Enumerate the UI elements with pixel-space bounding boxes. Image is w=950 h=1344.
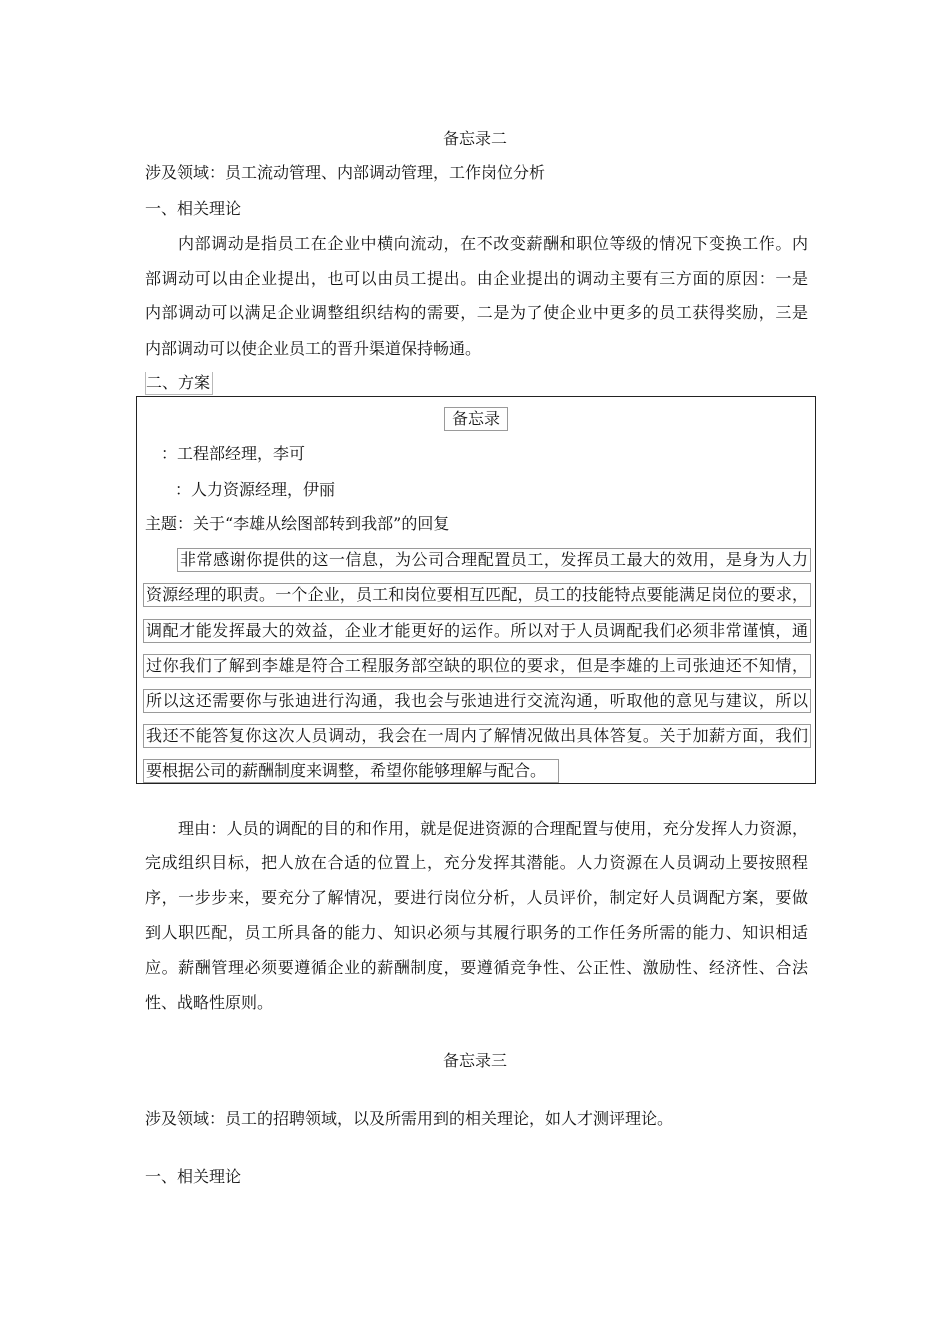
memo-body-line: 非常感谢你提供的这一信息，为公司合理配置员工，发挥员工最大的效用，是身为人力 xyxy=(177,548,811,572)
reason-line: 性、战略性原则。 xyxy=(145,993,274,1012)
memo-body-line: 所以这还需要你与张迪进行沟通，我也会与张迪进行交流沟通，听取他的意见与建议，所以 xyxy=(143,689,811,713)
memo-to-line: ：工程部经理，李可 xyxy=(161,444,306,463)
memo2-title: 备忘录二 xyxy=(442,129,507,148)
memo-body-line: 调配才能发挥最大的效益，企业才能更好的运作。所以对于人员调配我们必须非常谨慎，通 xyxy=(143,619,811,643)
reason-line: 应。薪酬管理必须要遵循企业的薪酬制度，要遵循竞争性、公正性、激励性、经济性、合法 xyxy=(145,958,808,977)
memo-box-title: 备忘录 xyxy=(444,407,508,431)
memo3-section-theory: 一、相关理论 xyxy=(145,1167,242,1186)
reason-line: 理由：人员的调配的目的和作用，就是促进资源的合理配置与使用，充分发挥人力资源， xyxy=(178,819,808,838)
memo-subject-line: 主题：关于“李雄从绘图部转到我部”的回复 xyxy=(145,514,450,533)
memo-body-line: 资源经理的职责。一个企业，员工和岗位要相互匹配，员工的技能特点要能满足岗位的要求， xyxy=(143,583,811,607)
memo-body-line: 我还不能答复你这次人员调动，我会在一周内了解情况做出具体答复。关于加薪方面，我们 xyxy=(143,724,811,748)
memo3-title: 备忘录三 xyxy=(442,1051,507,1070)
theory-line: 部调动可以由企业提出，也可以由员工提出。由企业提出的调动主要有三方面的原因：一是 xyxy=(145,269,808,288)
reason-line: 到人职匹配，员工所具备的能力、知识必须与其履行职务的工作任务所需的能力、知识相适 xyxy=(145,923,808,942)
memo2-section-theory: 一、相关理论 xyxy=(145,199,242,218)
reason-line: 序，一步步来，要充分了解情况，要进行岗位分析，人员评价，制定好人员调配方案，要做 xyxy=(145,888,808,907)
memo-from-line: ：人力资源经理，伊丽 xyxy=(175,480,336,499)
memo-box xyxy=(136,396,816,784)
theory-line: 内部调动可以满足企业调整组织结构的需要，二是为了使企业中更多的员工获得奖励，三是 xyxy=(145,303,808,322)
memo2-section-plan: 二、方案 xyxy=(145,372,213,395)
memo-body-line: 过你我们了解到李雄是符合工程服务部空缺的职位的要求，但是李雄的上司张迪还不知情， xyxy=(143,654,811,678)
theory-line: 内部调动是指员工在企业中横向流动，在不改变薪酬和职位等级的情况下变换工作。内 xyxy=(178,234,808,253)
memo2-domain-line: 涉及领域：员工流动管理、内部调动管理，工作岗位分析 xyxy=(145,163,546,182)
memo-body-line: 要根据公司的薪酬制度来调整，希望你能够理解与配合。 xyxy=(143,759,559,783)
memo3-domain-line: 涉及领域：员工的招聘领域，以及所需用到的相关理论，如人才测评理论。 xyxy=(145,1109,674,1128)
reason-line: 完成组织目标，把人放在合适的位置上，充分发挥其潜能。人力资源在人员调动上要按照程 xyxy=(145,853,808,872)
theory-line: 内部调动可以使企业员工的晋升渠道保持畅通。 xyxy=(145,339,482,358)
